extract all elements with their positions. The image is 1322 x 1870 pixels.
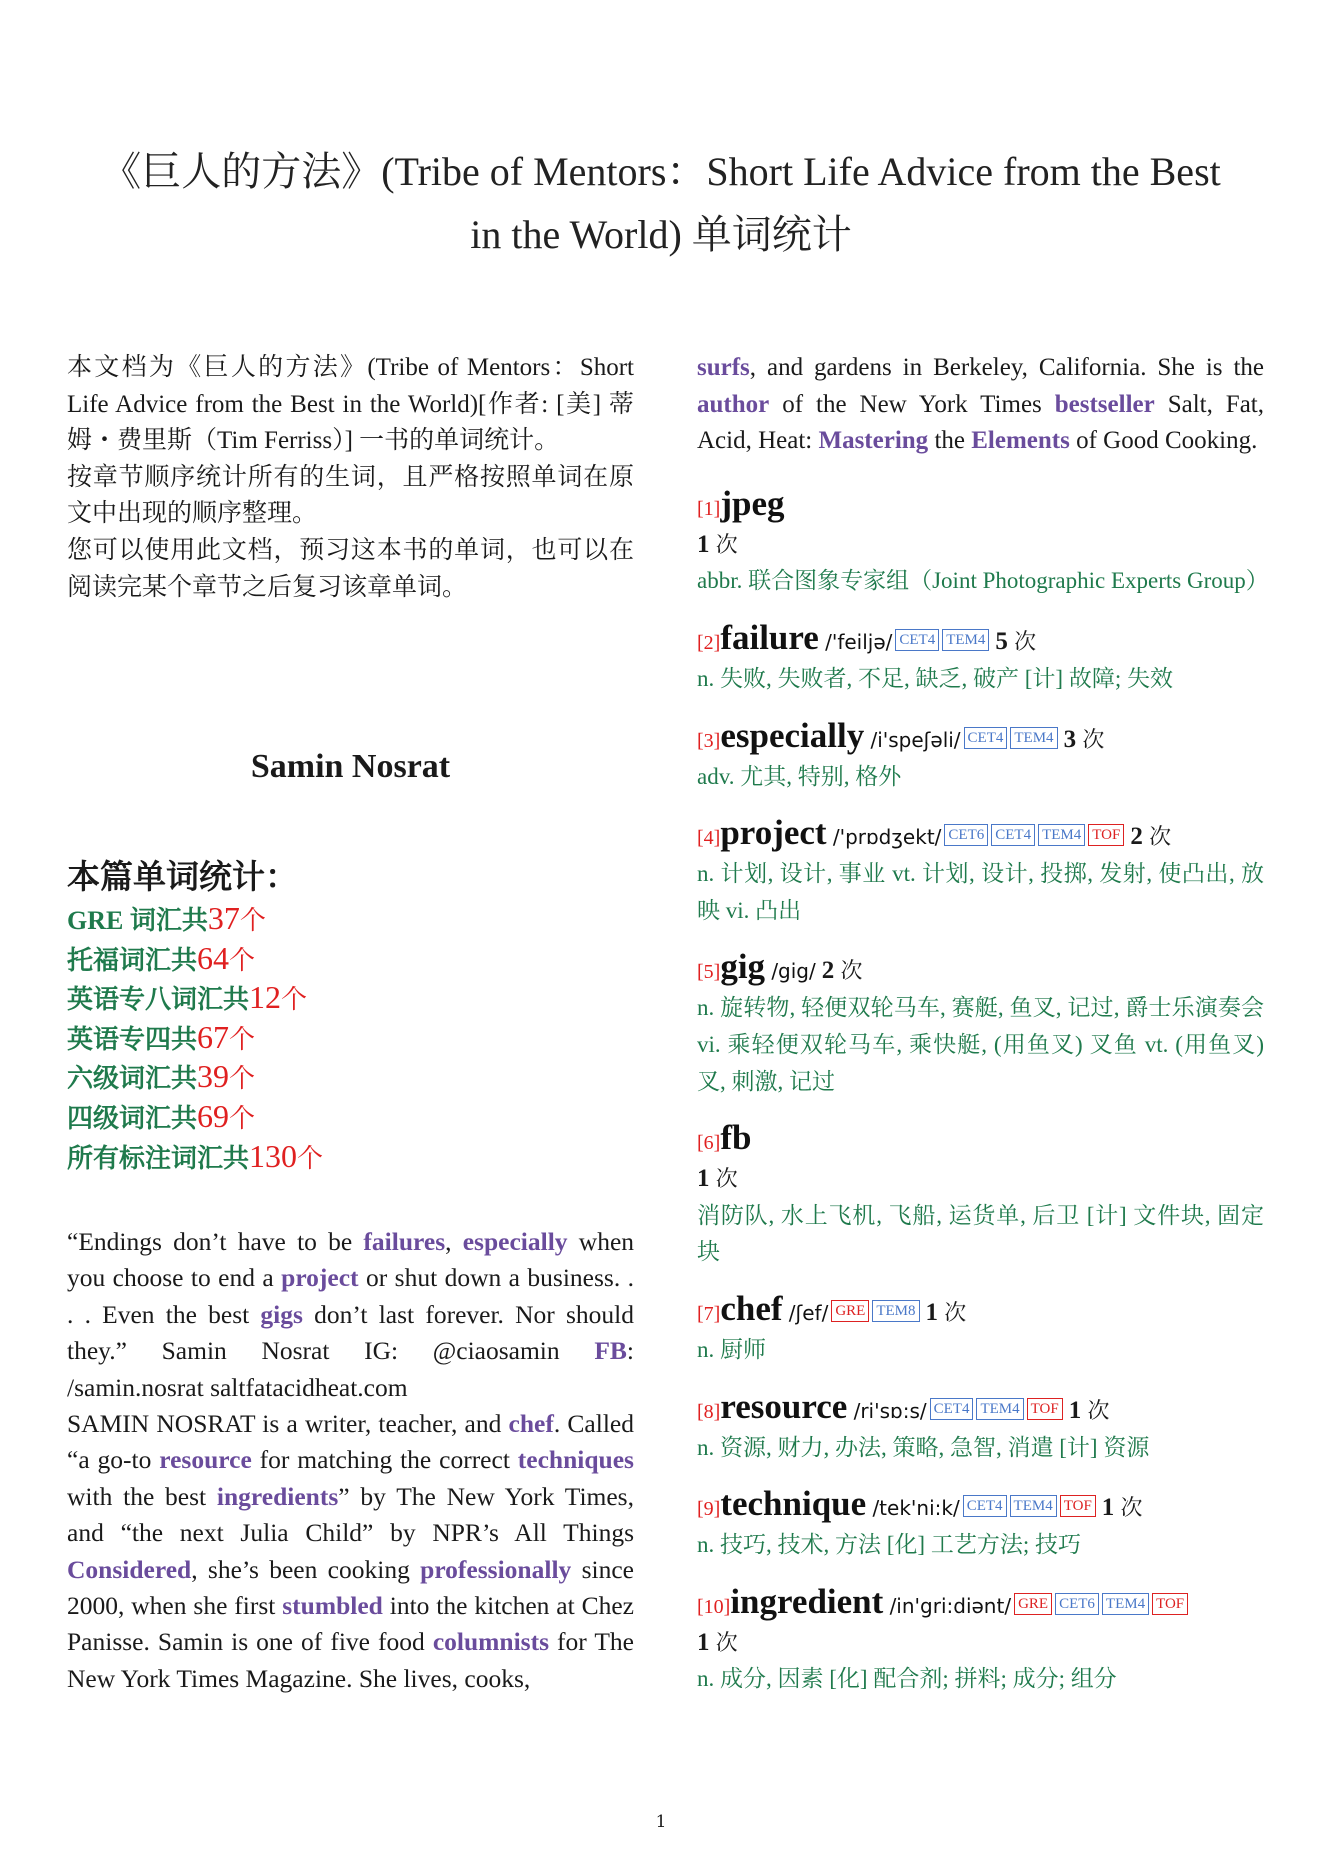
- entry-phonetic: /in'gri:diənt/: [889, 1593, 1012, 1618]
- entry-definition: n. 技巧, 技术, 方法 [化] 工艺方法; 技巧: [697, 1532, 1081, 1558]
- entry-index: [2]: [697, 631, 721, 654]
- stat-count: 67: [197, 1018, 230, 1055]
- entry-head: [697, 1386, 1264, 1430]
- entry-tag: TEM4: [1102, 1593, 1149, 1615]
- entry-word: fb: [720, 1118, 752, 1158]
- stat-unit: 个: [229, 1103, 256, 1133]
- highlighted-word: techniques: [517, 1445, 634, 1475]
- text-run: ,: [445, 1227, 463, 1256]
- entry-head: [697, 1288, 1264, 1332]
- word-entry: [697, 1386, 1264, 1467]
- highlighted-word: failures: [363, 1227, 446, 1256]
- entry-index: [7]: [697, 1302, 721, 1325]
- count-number: 1: [697, 1165, 710, 1193]
- highlighted-word: resource: [159, 1445, 252, 1475]
- title-line-2: in the World) 单词统计: [470, 212, 852, 257]
- highlighted-word: ingredients: [216, 1481, 339, 1511]
- entry-count: [697, 1161, 1264, 1198]
- text-run: , she’s been cooking: [191, 1554, 421, 1584]
- word-entry: [697, 1120, 1264, 1271]
- word-entry: [697, 1486, 1264, 1564]
- highlighted-word: columnists: [432, 1627, 549, 1657]
- entry-phonetic: /tek'ni:k/: [872, 1496, 960, 1521]
- count-number: 1: [1068, 1396, 1082, 1424]
- word-entry: [697, 1581, 1264, 1698]
- text-run: SAMIN NOSRAT is a writer, teacher, and: [67, 1409, 509, 1439]
- entry-index: [1]: [697, 497, 721, 520]
- stat-unit: 个: [281, 985, 308, 1015]
- count-number: 5: [995, 627, 1008, 655]
- entry-count: [697, 1625, 1264, 1662]
- stat-line: [67, 1058, 634, 1098]
- entry-phonetic: /'feiljə/: [825, 629, 893, 654]
- stat-label: 六级词汇共: [67, 1064, 198, 1094]
- entry-tag: CET6: [1055, 1593, 1099, 1615]
- stat-label: 英语专四共: [67, 1024, 198, 1054]
- entry-head: [697, 1120, 1264, 1161]
- count-number: 3: [1063, 725, 1077, 753]
- highlighted-word: especially: [462, 1227, 568, 1256]
- entry-phonetic: /i'speʃəli/: [870, 727, 961, 752]
- excerpt-paragraph: [67, 1406, 634, 1697]
- count-unit: 次: [840, 958, 863, 984]
- entry-phonetic: /ri'sɒ:s/: [853, 1398, 927, 1423]
- entry-index: [8]: [697, 1400, 721, 1423]
- word-entry: [697, 1288, 1264, 1369]
- entry-phonetic: /ʃef/: [788, 1300, 829, 1325]
- entry-count: [926, 1299, 967, 1326]
- entry-word: especially: [720, 715, 865, 755]
- text-run: with the best: [67, 1481, 217, 1511]
- highlighted-word: gigs: [260, 1299, 303, 1329]
- count-unit: 次: [1120, 1495, 1143, 1521]
- count-number: 1: [697, 1628, 710, 1656]
- section-title: Samin Nosrat: [250, 748, 451, 785]
- document-title: [40, 140, 1282, 266]
- entry-phonetic: /gig/: [771, 959, 816, 984]
- stat-unit: 个: [297, 1143, 324, 1173]
- word-entries: [697, 483, 1269, 1698]
- entry-definition: n. 旋转物, 轻便双轮马车, 赛艇, 鱼叉, 记过, 爵士乐演奏会 vi. 乘轻便双轮马车, 乘快艇, (用鱼叉) 叉鱼 vt. (用鱼叉) 叉, 刺激, 记过: [697, 995, 1264, 1094]
- entry-index: [9]: [697, 1498, 721, 1521]
- entry-phonetic: /'prɒdʒekt/: [832, 825, 942, 850]
- entry-count: [1069, 1397, 1110, 1424]
- highlighted-word: stumbled: [282, 1591, 383, 1621]
- text-run: Salt, Fat, Acid, Heat:: [697, 390, 1264, 455]
- stat-count: 39: [197, 1058, 230, 1095]
- stat-count: 37: [207, 900, 240, 936]
- entry-definition: n. 资源, 财力, 办法, 策略, 急智, 消遣 [计] 资源: [697, 1434, 1150, 1460]
- text-run: since 2000, when she first: [67, 1554, 634, 1621]
- word-stats: [67, 856, 634, 1177]
- text-run: “Endings don’t have to be: [67, 1227, 364, 1256]
- highlighted-word: bestseller: [1054, 390, 1155, 418]
- excerpt: [67, 1224, 634, 1697]
- word-entry: [697, 715, 1264, 796]
- text-run: when you choose to end a: [67, 1227, 635, 1293]
- entry-tag: GRE: [831, 1300, 869, 1322]
- count-unit: 次: [715, 1166, 738, 1192]
- stats-heading: 本篇单词统计：: [67, 860, 298, 896]
- stat-line: [67, 1138, 634, 1178]
- highlighted-word: author: [697, 390, 770, 418]
- entry-definition: n. 计划, 设计, 事业 vt. 计划, 设计, 投掷, 发射, 使凸出, 放映 vi. 凸出: [697, 861, 1264, 923]
- stats-list: [67, 900, 634, 1177]
- entry-tag: TOF: [1060, 1495, 1096, 1517]
- text-run: ” by The New York Times, and “the next Julia Child” by NPR’s All Things: [67, 1481, 634, 1548]
- stat-line: [67, 900, 634, 940]
- word-entry: [697, 483, 1269, 600]
- intro-paragraph: 您可以使用此文档，预习这本书的单词，也可以在阅读完某个章节之后复习该章单词。: [67, 536, 634, 601]
- stat-unit: 个: [239, 906, 266, 935]
- entry-head: [697, 483, 1264, 527]
- entry-tag: TEM4: [1010, 1495, 1057, 1517]
- entry-head: [697, 1486, 1264, 1527]
- entry-index: [3]: [697, 729, 721, 752]
- count-number: 1: [1101, 1494, 1115, 1522]
- entry-tag: TEM4: [1010, 727, 1057, 749]
- entry-word: ingredient: [730, 1581, 884, 1621]
- word-entry: [697, 815, 1264, 929]
- stat-label: 所有标注词汇共: [67, 1143, 250, 1173]
- excerpt-paragraph: [67, 1224, 634, 1406]
- count-number: 1: [697, 530, 710, 558]
- word-entry: [697, 949, 1264, 1100]
- stat-count: 12: [249, 979, 282, 1016]
- highlighted-word: Elements: [971, 427, 1070, 455]
- excerpt-continuation: [697, 350, 1264, 460]
- highlighted-word: professionally: [420, 1554, 572, 1584]
- count-unit: 次: [715, 1629, 738, 1655]
- text-run: , and gardens in Berkeley, California. She is the: [749, 354, 1264, 381]
- stat-label: 四级词汇共: [67, 1103, 198, 1133]
- count-unit: 次: [944, 1299, 967, 1325]
- entry-tag: TOF: [1027, 1398, 1063, 1420]
- entry-definition: 消防队, 水上飞机, 飞船, 运货单, 后卫 [计] 文件块, 固定块: [697, 1202, 1264, 1265]
- entry-tag: CET4: [930, 1398, 974, 1420]
- highlighted-word: surfs: [697, 354, 750, 381]
- stat-label: 托福词汇共: [67, 945, 198, 975]
- stat-count: 130: [249, 1137, 298, 1174]
- stat-unit: 个: [229, 945, 256, 975]
- stat-line: [67, 1098, 634, 1138]
- text-run: or shut down a business. . . . Even the best: [67, 1263, 634, 1329]
- entry-word: resource: [720, 1386, 848, 1426]
- intro-paragraph: 按章节顺序统计所有的生词，且严格按照单词在原文中出现的顺序整理。: [67, 463, 634, 528]
- intro-paragraph: 本文档为《巨人的方法》(Tribe of Mentors：Short Life Advice from the Best in the World)[作者: [美] 蒂姆・费里斯（Tim Ferriss）] 一书的单词统计。: [67, 354, 634, 455]
- entry-tag: CET4: [964, 727, 1008, 749]
- stat-label: GRE 词汇共: [67, 906, 208, 935]
- count-unit: 次: [715, 531, 738, 557]
- entry-word: failure: [720, 617, 819, 657]
- entry-tag: TEM8: [872, 1300, 919, 1322]
- page-number: 1: [655, 1812, 667, 1832]
- entry-tag: CET6: [944, 824, 988, 846]
- highlighted-word: FB: [594, 1336, 627, 1366]
- highlighted-word: project: [281, 1263, 359, 1293]
- count-unit: 次: [1014, 628, 1037, 654]
- entry-count: [697, 527, 1264, 564]
- stat-line: [67, 940, 634, 980]
- text-run: don’t last forever. Nor should they.” Samin Nosrat IG: @ciaosamin: [67, 1299, 634, 1366]
- word-entry: [697, 617, 1264, 698]
- entry-head: [697, 949, 1264, 990]
- count-number: 2: [821, 957, 835, 985]
- entry-tag: CET4: [991, 824, 1035, 846]
- entry-index: [6]: [697, 1132, 721, 1155]
- count-number: 1: [925, 1298, 938, 1326]
- text-run: of Good Cooking.: [1069, 427, 1258, 455]
- entry-head: [697, 815, 1264, 856]
- count-unit: 次: [1082, 726, 1105, 752]
- highlighted-word: Considered: [67, 1554, 192, 1584]
- entry-count: [1102, 1494, 1143, 1521]
- entry-word: jpeg: [720, 483, 785, 523]
- entry-count: [822, 957, 863, 984]
- entry-word: project: [720, 813, 827, 853]
- text-run: into the kitchen at Chez Panisse. Samin is one of five food: [67, 1591, 634, 1657]
- text-run: for The New York Times Magazine. She lives, cooks,: [67, 1627, 635, 1693]
- entry-tag: CET4: [895, 629, 939, 651]
- count-unit: 次: [1149, 824, 1172, 850]
- stat-line: [67, 979, 634, 1019]
- text-run: : /samin.nosrat saltfatacidheat.com: [67, 1336, 634, 1402]
- entry-tag: TEM4: [976, 1398, 1023, 1420]
- entry-word: chef: [720, 1288, 783, 1328]
- entry-head: [697, 617, 1264, 661]
- entry-head: [697, 1581, 1264, 1625]
- entry-tag: TOF: [1152, 1593, 1188, 1615]
- entry-tag: GRE: [1014, 1593, 1052, 1615]
- stat-unit: 个: [229, 1064, 256, 1094]
- entry-index: [5]: [697, 961, 721, 984]
- highlighted-word: chef: [508, 1409, 554, 1439]
- stat-count: 64: [197, 939, 230, 976]
- count-number: 2: [1130, 823, 1143, 851]
- highlighted-word: Mastering: [818, 427, 929, 455]
- entry-tag: CET4: [963, 1495, 1007, 1517]
- entry-count: [995, 628, 1036, 655]
- title-line-1: 《巨人的方法》(Tribe of Mentors：Short Life Advice from the Best: [101, 149, 1221, 194]
- text-run: . Called “a go-to: [67, 1409, 634, 1475]
- intro-block: [67, 350, 634, 606]
- entry-definition: n. 成分, 因素 [化] 配合剂; 拼料; 成分; 组分: [697, 1666, 1117, 1692]
- text-run: the: [928, 427, 972, 455]
- count-unit: 次: [1087, 1397, 1110, 1423]
- entry-count: [1064, 726, 1105, 753]
- entry-definition: n. 厨师: [697, 1336, 766, 1362]
- entry-tag: TOF: [1088, 824, 1124, 846]
- entry-head: [697, 715, 1264, 759]
- text-run: for matching the correct: [251, 1445, 518, 1475]
- entry-index: [4]: [697, 827, 721, 850]
- right-column: [697, 350, 1269, 1698]
- entry-definition: n. 失败, 失败者, 不足, 缺乏, 破产 [计] 故障; 失效: [697, 665, 1173, 691]
- entry-count: [1130, 823, 1171, 850]
- stat-label: 英语专八词汇共: [67, 985, 250, 1015]
- entry-definition: adv. 尤其, 特别, 格外: [697, 763, 902, 789]
- entry-word: technique: [720, 1484, 867, 1524]
- stat-line: [67, 1019, 634, 1059]
- stat-unit: 个: [229, 1024, 256, 1054]
- entry-word: gig: [720, 947, 766, 987]
- entry-tag: TEM4: [1038, 824, 1085, 846]
- entry-index: [10]: [697, 1595, 731, 1618]
- text-run: of the New York Times: [769, 390, 1055, 418]
- entry-definition: abbr. 联合图象专家组（Joint Photographic Experts Group）: [697, 568, 1269, 594]
- entry-tag: TEM4: [942, 629, 989, 651]
- stat-count: 69: [197, 1097, 230, 1134]
